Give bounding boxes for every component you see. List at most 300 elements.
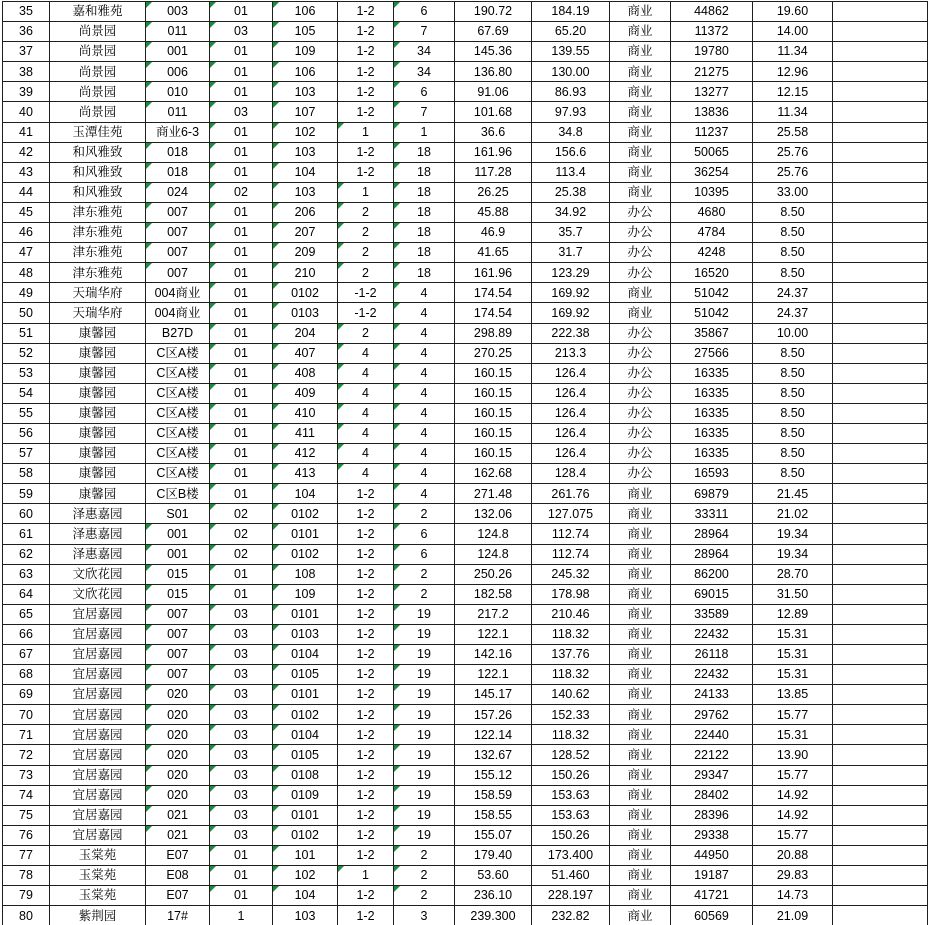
cell-unit[interactable] [210, 182, 273, 202]
cell-usage-type[interactable] [610, 263, 671, 283]
cell-floor[interactable] [338, 866, 394, 886]
cell-building[interactable] [146, 564, 210, 584]
cell-building[interactable] [146, 685, 210, 705]
cell-floor[interactable] [338, 383, 394, 403]
cell-usage-type[interactable] [610, 343, 671, 363]
cell-inner-area[interactable] [532, 785, 610, 805]
cell-project-name[interactable] [50, 423, 146, 443]
cell-room[interactable] [273, 383, 338, 403]
cell-blank[interactable] [833, 805, 928, 825]
cell-room[interactable] [273, 303, 338, 323]
cell-building[interactable] [146, 42, 210, 62]
cell-total-floors[interactable] [394, 22, 455, 42]
cell-project-name[interactable] [50, 303, 146, 323]
cell-building[interactable] [146, 524, 210, 544]
cell-rate[interactable] [753, 303, 833, 323]
cell-amount[interactable] [671, 62, 753, 82]
cell-building[interactable] [146, 2, 210, 22]
cell-rate[interactable] [753, 403, 833, 423]
cell-total-floors[interactable] [394, 524, 455, 544]
cell-row-number[interactable] [3, 504, 50, 524]
cell-room[interactable] [273, 122, 338, 142]
cell-total-floors[interactable] [394, 504, 455, 524]
cell-floor[interactable] [338, 403, 394, 423]
cell-rate[interactable] [753, 886, 833, 906]
cell-blank[interactable] [833, 303, 928, 323]
cell-project-name[interactable] [50, 202, 146, 222]
cell-room[interactable] [273, 62, 338, 82]
cell-room[interactable] [273, 42, 338, 62]
cell-total-floors[interactable] [394, 484, 455, 504]
cell-row-number[interactable] [3, 805, 50, 825]
cell-usage-type[interactable] [610, 845, 671, 865]
cell-floor[interactable] [338, 82, 394, 102]
cell-rate[interactable] [753, 464, 833, 484]
cell-building[interactable] [146, 62, 210, 82]
cell-project-name[interactable] [50, 122, 146, 142]
cell-usage-type[interactable] [610, 886, 671, 906]
cell-row-number[interactable] [3, 223, 50, 243]
cell-building[interactable] [146, 162, 210, 182]
cell-usage-type[interactable] [610, 584, 671, 604]
cell-row-number[interactable] [3, 403, 50, 423]
cell-total-floors[interactable] [394, 2, 455, 22]
cell-total-floors[interactable] [394, 263, 455, 283]
cell-blank[interactable] [833, 604, 928, 624]
cell-floor[interactable] [338, 464, 394, 484]
cell-unit[interactable] [210, 323, 273, 343]
cell-inner-area[interactable] [532, 283, 610, 303]
cell-usage-type[interactable] [610, 243, 671, 263]
cell-unit[interactable] [210, 564, 273, 584]
cell-building[interactable] [146, 624, 210, 644]
cell-usage-type[interactable] [610, 444, 671, 464]
cell-building[interactable] [146, 705, 210, 725]
cell-usage-type[interactable] [610, 303, 671, 323]
cell-unit[interactable] [210, 82, 273, 102]
cell-usage-type[interactable] [610, 62, 671, 82]
cell-building[interactable] [146, 202, 210, 222]
cell-floor[interactable] [338, 685, 394, 705]
cell-row-number[interactable] [3, 363, 50, 383]
cell-rate[interactable] [753, 906, 833, 925]
cell-inner-area[interactable] [532, 886, 610, 906]
cell-total-floors[interactable] [394, 866, 455, 886]
cell-project-name[interactable] [50, 705, 146, 725]
cell-amount[interactable] [671, 343, 753, 363]
cell-usage-type[interactable] [610, 22, 671, 42]
cell-usage-type[interactable] [610, 685, 671, 705]
cell-row-number[interactable] [3, 22, 50, 42]
cell-row-number[interactable] [3, 564, 50, 584]
cell-room[interactable] [273, 162, 338, 182]
cell-inner-area[interactable] [532, 122, 610, 142]
cell-building[interactable] [146, 584, 210, 604]
cell-blank[interactable] [833, 825, 928, 845]
cell-project-name[interactable] [50, 866, 146, 886]
cell-room[interactable] [273, 765, 338, 785]
cell-inner-area[interactable] [532, 504, 610, 524]
cell-room[interactable] [273, 223, 338, 243]
cell-building[interactable] [146, 182, 210, 202]
cell-blank[interactable] [833, 82, 928, 102]
cell-unit[interactable] [210, 484, 273, 504]
cell-building[interactable] [146, 383, 210, 403]
cell-amount[interactable] [671, 363, 753, 383]
cell-building[interactable] [146, 484, 210, 504]
cell-gross-area[interactable] [455, 182, 532, 202]
cell-room[interactable] [273, 685, 338, 705]
cell-total-floors[interactable] [394, 624, 455, 644]
cell-unit[interactable] [210, 42, 273, 62]
cell-amount[interactable] [671, 645, 753, 665]
cell-total-floors[interactable] [394, 82, 455, 102]
cell-inner-area[interactable] [532, 62, 610, 82]
cell-amount[interactable] [671, 122, 753, 142]
cell-rate[interactable] [753, 283, 833, 303]
cell-amount[interactable] [671, 283, 753, 303]
cell-room[interactable] [273, 504, 338, 524]
cell-room[interactable] [273, 243, 338, 263]
cell-rate[interactable] [753, 624, 833, 644]
cell-inner-area[interactable] [532, 363, 610, 383]
cell-project-name[interactable] [50, 584, 146, 604]
cell-building[interactable] [146, 102, 210, 122]
cell-rate[interactable] [753, 423, 833, 443]
cell-rate[interactable] [753, 484, 833, 504]
cell-blank[interactable] [833, 263, 928, 283]
cell-usage-type[interactable] [610, 504, 671, 524]
cell-blank[interactable] [833, 705, 928, 725]
cell-inner-area[interactable] [532, 42, 610, 62]
cell-building[interactable] [146, 303, 210, 323]
cell-room[interactable] [273, 524, 338, 544]
cell-project-name[interactable] [50, 142, 146, 162]
cell-room[interactable] [273, 805, 338, 825]
cell-rate[interactable] [753, 122, 833, 142]
cell-floor[interactable] [338, 303, 394, 323]
cell-project-name[interactable] [50, 383, 146, 403]
cell-inner-area[interactable] [532, 464, 610, 484]
cell-rate[interactable] [753, 705, 833, 725]
cell-inner-area[interactable] [532, 82, 610, 102]
cell-gross-area[interactable] [455, 464, 532, 484]
cell-blank[interactable] [833, 765, 928, 785]
cell-row-number[interactable] [3, 263, 50, 283]
cell-inner-area[interactable] [532, 866, 610, 886]
cell-room[interactable] [273, 665, 338, 685]
cell-floor[interactable] [338, 122, 394, 142]
cell-blank[interactable] [833, 484, 928, 504]
cell-rate[interactable] [753, 263, 833, 283]
cell-row-number[interactable] [3, 765, 50, 785]
cell-floor[interactable] [338, 524, 394, 544]
cell-usage-type[interactable] [610, 524, 671, 544]
cell-total-floors[interactable] [394, 705, 455, 725]
cell-unit[interactable] [210, 223, 273, 243]
cell-project-name[interactable] [50, 604, 146, 624]
cell-inner-area[interactable] [532, 182, 610, 202]
cell-row-number[interactable] [3, 604, 50, 624]
cell-gross-area[interactable] [455, 805, 532, 825]
cell-room[interactable] [273, 182, 338, 202]
cell-row-number[interactable] [3, 645, 50, 665]
cell-amount[interactable] [671, 866, 753, 886]
cell-building[interactable] [146, 403, 210, 423]
cell-total-floors[interactable] [394, 102, 455, 122]
cell-gross-area[interactable] [455, 765, 532, 785]
cell-unit[interactable] [210, 263, 273, 283]
cell-rate[interactable] [753, 363, 833, 383]
cell-gross-area[interactable] [455, 886, 532, 906]
cell-project-name[interactable] [50, 42, 146, 62]
cell-gross-area[interactable] [455, 705, 532, 725]
cell-room[interactable] [273, 705, 338, 725]
cell-floor[interactable] [338, 243, 394, 263]
cell-gross-area[interactable] [455, 564, 532, 584]
cell-room[interactable] [273, 584, 338, 604]
cell-room[interactable] [273, 785, 338, 805]
cell-floor[interactable] [338, 725, 394, 745]
cell-building[interactable] [146, 785, 210, 805]
cell-amount[interactable] [671, 584, 753, 604]
cell-blank[interactable] [833, 162, 928, 182]
cell-amount[interactable] [671, 202, 753, 222]
cell-total-floors[interactable] [394, 423, 455, 443]
cell-row-number[interactable] [3, 524, 50, 544]
cell-room[interactable] [273, 725, 338, 745]
cell-blank[interactable] [833, 906, 928, 925]
cell-usage-type[interactable] [610, 805, 671, 825]
cell-blank[interactable] [833, 544, 928, 564]
cell-inner-area[interactable] [532, 765, 610, 785]
cell-floor[interactable] [338, 504, 394, 524]
cell-gross-area[interactable] [455, 825, 532, 845]
cell-unit[interactable] [210, 665, 273, 685]
cell-amount[interactable] [671, 886, 753, 906]
cell-building[interactable] [146, 765, 210, 785]
cell-row-number[interactable] [3, 484, 50, 504]
cell-project-name[interactable] [50, 223, 146, 243]
cell-unit[interactable] [210, 805, 273, 825]
cell-total-floors[interactable] [394, 122, 455, 142]
cell-project-name[interactable] [50, 283, 146, 303]
cell-unit[interactable] [210, 162, 273, 182]
cell-unit[interactable] [210, 423, 273, 443]
cell-gross-area[interactable] [455, 22, 532, 42]
cell-amount[interactable] [671, 303, 753, 323]
cell-total-floors[interactable] [394, 544, 455, 564]
cell-row-number[interactable] [3, 423, 50, 443]
cell-row-number[interactable] [3, 665, 50, 685]
cell-usage-type[interactable] [610, 102, 671, 122]
cell-row-number[interactable] [3, 202, 50, 222]
cell-unit[interactable] [210, 102, 273, 122]
cell-total-floors[interactable] [394, 363, 455, 383]
cell-row-number[interactable] [3, 102, 50, 122]
cell-building[interactable] [146, 243, 210, 263]
cell-floor[interactable] [338, 825, 394, 845]
cell-blank[interactable] [833, 122, 928, 142]
cell-gross-area[interactable] [455, 122, 532, 142]
cell-unit[interactable] [210, 866, 273, 886]
cell-room[interactable] [273, 2, 338, 22]
cell-inner-area[interactable] [532, 303, 610, 323]
cell-gross-area[interactable] [455, 142, 532, 162]
cell-amount[interactable] [671, 2, 753, 22]
cell-inner-area[interactable] [532, 564, 610, 584]
cell-building[interactable] [146, 745, 210, 765]
cell-room[interactable] [273, 444, 338, 464]
cell-row-number[interactable] [3, 745, 50, 765]
cell-rate[interactable] [753, 2, 833, 22]
cell-project-name[interactable] [50, 685, 146, 705]
cell-usage-type[interactable] [610, 765, 671, 785]
cell-building[interactable] [146, 283, 210, 303]
cell-amount[interactable] [671, 162, 753, 182]
cell-project-name[interactable] [50, 444, 146, 464]
cell-usage-type[interactable] [610, 785, 671, 805]
cell-project-name[interactable] [50, 785, 146, 805]
cell-room[interactable] [273, 343, 338, 363]
cell-rate[interactable] [753, 665, 833, 685]
cell-blank[interactable] [833, 142, 928, 162]
cell-building[interactable] [146, 645, 210, 665]
cell-usage-type[interactable] [610, 604, 671, 624]
cell-room[interactable] [273, 363, 338, 383]
cell-blank[interactable] [833, 323, 928, 343]
cell-row-number[interactable] [3, 182, 50, 202]
cell-inner-area[interactable] [532, 22, 610, 42]
cell-room[interactable] [273, 745, 338, 765]
cell-blank[interactable] [833, 223, 928, 243]
cell-project-name[interactable] [50, 343, 146, 363]
cell-gross-area[interactable] [455, 2, 532, 22]
cell-rate[interactable] [753, 825, 833, 845]
cell-unit[interactable] [210, 544, 273, 564]
cell-total-floors[interactable] [394, 42, 455, 62]
cell-row-number[interactable] [3, 705, 50, 725]
cell-rate[interactable] [753, 604, 833, 624]
cell-blank[interactable] [833, 725, 928, 745]
cell-inner-area[interactable] [532, 403, 610, 423]
cell-project-name[interactable] [50, 564, 146, 584]
cell-usage-type[interactable] [610, 383, 671, 403]
cell-blank[interactable] [833, 22, 928, 42]
cell-unit[interactable] [210, 685, 273, 705]
cell-amount[interactable] [671, 504, 753, 524]
cell-building[interactable] [146, 444, 210, 464]
cell-gross-area[interactable] [455, 403, 532, 423]
cell-blank[interactable] [833, 423, 928, 443]
cell-building[interactable] [146, 82, 210, 102]
cell-room[interactable] [273, 142, 338, 162]
cell-gross-area[interactable] [455, 866, 532, 886]
cell-inner-area[interactable] [532, 685, 610, 705]
cell-blank[interactable] [833, 504, 928, 524]
cell-unit[interactable] [210, 243, 273, 263]
cell-total-floors[interactable] [394, 243, 455, 263]
cell-blank[interactable] [833, 102, 928, 122]
cell-total-floors[interactable] [394, 906, 455, 925]
cell-floor[interactable] [338, 584, 394, 604]
cell-unit[interactable] [210, 343, 273, 363]
cell-amount[interactable] [671, 82, 753, 102]
cell-total-floors[interactable] [394, 182, 455, 202]
cell-building[interactable] [146, 906, 210, 925]
cell-floor[interactable] [338, 604, 394, 624]
cell-floor[interactable] [338, 343, 394, 363]
cell-gross-area[interactable] [455, 82, 532, 102]
cell-amount[interactable] [671, 42, 753, 62]
cell-unit[interactable] [210, 886, 273, 906]
cell-gross-area[interactable] [455, 102, 532, 122]
cell-amount[interactable] [671, 323, 753, 343]
cell-gross-area[interactable] [455, 323, 532, 343]
cell-row-number[interactable] [3, 825, 50, 845]
cell-rate[interactable] [753, 82, 833, 102]
cell-room[interactable] [273, 283, 338, 303]
cell-blank[interactable] [833, 584, 928, 604]
cell-gross-area[interactable] [455, 906, 532, 925]
cell-gross-area[interactable] [455, 544, 532, 564]
cell-usage-type[interactable] [610, 423, 671, 443]
cell-floor[interactable] [338, 544, 394, 564]
cell-inner-area[interactable] [532, 484, 610, 504]
cell-usage-type[interactable] [610, 544, 671, 564]
cell-amount[interactable] [671, 223, 753, 243]
cell-project-name[interactable] [50, 745, 146, 765]
cell-gross-area[interactable] [455, 423, 532, 443]
cell-room[interactable] [273, 645, 338, 665]
cell-project-name[interactable] [50, 2, 146, 22]
cell-row-number[interactable] [3, 685, 50, 705]
cell-room[interactable] [273, 464, 338, 484]
cell-building[interactable] [146, 504, 210, 524]
cell-amount[interactable] [671, 182, 753, 202]
cell-total-floors[interactable] [394, 745, 455, 765]
cell-usage-type[interactable] [610, 42, 671, 62]
cell-blank[interactable] [833, 886, 928, 906]
cell-usage-type[interactable] [610, 403, 671, 423]
cell-room[interactable] [273, 423, 338, 443]
cell-project-name[interactable] [50, 624, 146, 644]
cell-amount[interactable] [671, 665, 753, 685]
cell-building[interactable] [146, 142, 210, 162]
cell-room[interactable] [273, 403, 338, 423]
cell-floor[interactable] [338, 2, 394, 22]
cell-unit[interactable] [210, 22, 273, 42]
cell-unit[interactable] [210, 604, 273, 624]
cell-row-number[interactable] [3, 886, 50, 906]
cell-unit[interactable] [210, 524, 273, 544]
cell-total-floors[interactable] [394, 785, 455, 805]
cell-building[interactable] [146, 544, 210, 564]
cell-gross-area[interactable] [455, 604, 532, 624]
cell-usage-type[interactable] [610, 182, 671, 202]
cell-usage-type[interactable] [610, 323, 671, 343]
cell-amount[interactable] [671, 906, 753, 925]
cell-gross-area[interactable] [455, 484, 532, 504]
cell-gross-area[interactable] [455, 524, 532, 544]
cell-blank[interactable] [833, 243, 928, 263]
cell-amount[interactable] [671, 805, 753, 825]
cell-floor[interactable] [338, 886, 394, 906]
cell-floor[interactable] [338, 22, 394, 42]
cell-usage-type[interactable] [610, 122, 671, 142]
cell-building[interactable] [146, 845, 210, 865]
cell-rate[interactable] [753, 524, 833, 544]
